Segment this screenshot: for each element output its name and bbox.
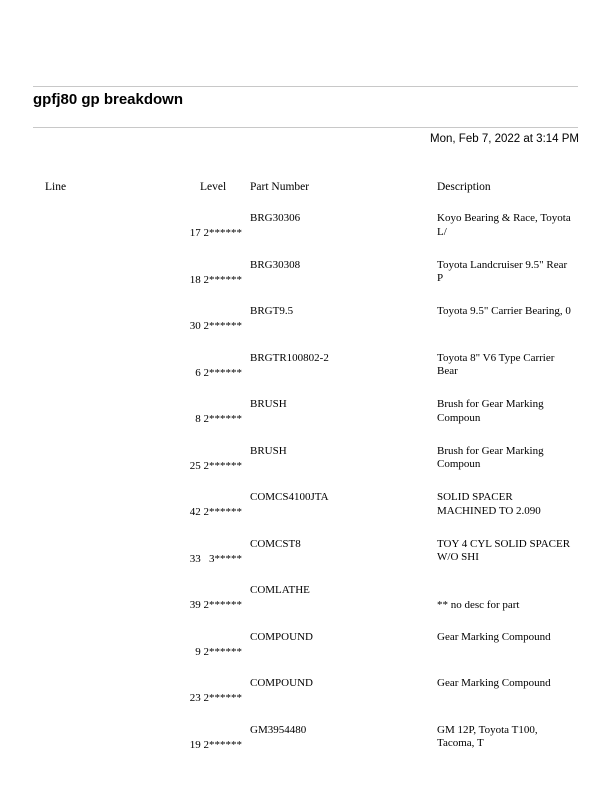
- line-level: 23 2******: [189, 692, 242, 704]
- title-divider: [33, 127, 578, 128]
- part-number: COMCST8: [250, 537, 301, 550]
- part-number: GM3954480: [250, 723, 307, 736]
- description: GM 12P, Toyota T100, Tacoma, T: [437, 723, 538, 749]
- table-row: [0, 631, 612, 678]
- part-number: BRUSH: [250, 398, 287, 410]
- description: Gear Marking Compound: [437, 630, 551, 643]
- table-row: [0, 445, 612, 492]
- line-level: 19 2******: [189, 738, 242, 751]
- description: ** no desc for part: [437, 599, 520, 611]
- description: Gear Marking Compound: [437, 677, 551, 689]
- description: Koyo Bearing & Race, Toyota L/: [437, 212, 571, 238]
- line-level: 6 2******: [195, 366, 242, 379]
- part-number: COMCS4100JTA: [250, 491, 329, 503]
- description: Toyota 9.5" Carrier Bearing, 0: [437, 305, 571, 317]
- table-row: [0, 212, 612, 259]
- table-row: [0, 584, 612, 631]
- description: Toyota Landcruiser 9.5" Rear P: [437, 258, 568, 284]
- description: SOLID SPACER MACHINED TO 2.090: [437, 491, 541, 517]
- column-header-line: Line: [45, 181, 67, 193]
- table-row: [0, 259, 612, 306]
- part-number: COMPOUND: [250, 677, 313, 689]
- table-row: [0, 491, 612, 538]
- part-number: COMPOUND: [250, 630, 313, 643]
- part-number: BRGTR100802-2: [250, 351, 329, 364]
- line-level: 25 2******: [189, 459, 242, 472]
- part-number: BRG30306: [250, 212, 301, 224]
- table-row: [0, 677, 612, 724]
- line-level: 33 3*****: [189, 552, 242, 565]
- line-level: 42 2******: [189, 506, 242, 518]
- line-level: 17 2******: [189, 227, 242, 239]
- column-header-part-number: Part Number: [250, 181, 310, 193]
- line-level: 18 2******: [189, 273, 242, 286]
- top-divider: [33, 86, 578, 87]
- line-level: 39 2******: [189, 599, 242, 611]
- description: Toyota 8" V6 Type Carrier Bear: [437, 351, 555, 377]
- table-row: [0, 538, 612, 585]
- table-row: [0, 305, 612, 352]
- table-row: [0, 398, 612, 445]
- description: Brush for Gear Marking Compoun: [437, 398, 544, 424]
- line-level: 9 2******: [195, 645, 242, 658]
- line-level: 30 2******: [189, 320, 242, 332]
- part-number: BRG30308: [250, 258, 301, 271]
- page-title: gpfj80 gp breakdown: [33, 91, 184, 108]
- table-row: [0, 352, 612, 399]
- line-level: 8 2******: [195, 413, 242, 425]
- column-header-level: Level: [200, 181, 227, 193]
- part-number: BRGT9.5: [250, 305, 294, 317]
- column-header-description: Description: [437, 181, 491, 193]
- description: Brush for Gear Marking Compoun: [437, 444, 544, 470]
- timestamp: Mon, Feb 7, 2022 at 3:14 PM: [430, 133, 579, 145]
- description: TOY 4 CYL SOLID SPACER W/O SHI: [437, 537, 571, 563]
- part-number: COMLATHE: [250, 584, 310, 596]
- table-row: [0, 724, 612, 771]
- part-number: BRUSH: [250, 444, 287, 457]
- parts-table: [0, 212, 612, 770]
